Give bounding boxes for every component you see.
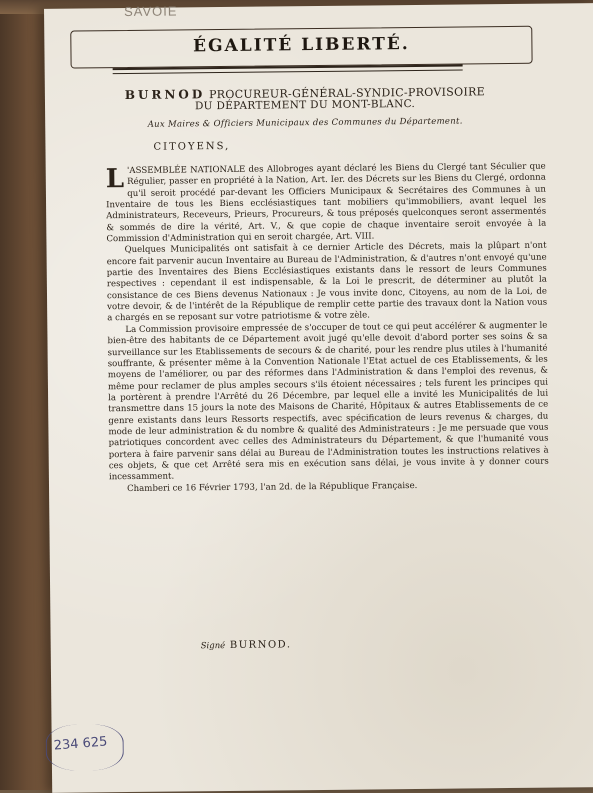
paragraph-2: Quelques Municipalités ont satisfait à ce dernier Article des Décrets, mais la plûpart n'ont encore fait parvenir aucun Inventaire au Bureau de l'Administration, & d'autres n'ont envoyé qu'une partie des Inventaires des Biens Ecclésiastiques existants dans le ressort de leurs Communes respectives : cependant il est indispensable, & la Loi le prescrit, de déterminer au plutôt la consistance de ces Biens devenus Nationaux : Je vous invite donc, Citoyens, au nom de la Loi, de votre devoir, & de l'intérêt de la République de remplir cette partie des travaux dont la Nation vous a chargés en se reposant sur votre patriotisme & votre zèle. — [106, 241, 548, 324]
date-line: Chamberi ce 16 Février 1793, l'an 2d. de la République Française. — [126, 480, 418, 494]
title-banner — [70, 26, 532, 69]
signature-name: BURNOD. — [229, 639, 292, 651]
author-name: BURNOD — [124, 87, 206, 103]
handwritten-catalog-number: 234 625 — [53, 734, 108, 754]
faded-stamp-text: SAVOIE — [123, 3, 178, 20]
drop-cap: L — [105, 164, 125, 195]
paragraph-1: L 'ASSEMBLÉE NATIONALE des Allobroges ayant déclaré les Biens du Clergé tant Séculier que Régulier, passer en propriété à la Nation, Art. Ier. des Décrets sur les Biens du Clergé, ordonna qu'il seroit procédé par-devant les Officiers Municipaux & Secrétaires des Communes à un Inventaire de tous les Biens ecclésiastiques tant mobiliers qu'immobiliers, avant lequel les Administrateurs, Receveurs, Prieurs, Procureurs, & tous préposés quelconques seront assermentés & sommés de dire la vérité, Art. V., & que copie de chaque inventaire seroit envoyée à la Commission d'Administration qui en seroit chargée, Art. VIII. — [105, 161, 547, 245]
document-body — [106, 162, 549, 496]
author-title: PROCUREUR-GÉNÉRAL-SYNDIC-PROVISOIRE — [208, 85, 486, 102]
salutation: CITOYENS, — [153, 140, 231, 153]
document-sheet — [44, 3, 593, 793]
department-heading: DU DÉPARTEMENT DU MONT-BLANC. — [194, 97, 416, 113]
banner-title: ÉGALITÉ LIBERTÉ. — [192, 34, 410, 57]
addressee-line: Aux Maires & Officiers Municipaux des Communes du Département. — [147, 116, 463, 130]
signature-line — [201, 639, 292, 651]
paragraph-3: La Commission provisoire empressée de s'occuper de tout ce qui peut accélérer & augmenter le bien-être des habitants de ce Département avoit jugé qu'elle devoit d'abord porter ses soins & sa surveillance sur les Etablissements de secours & de charité, pour les rendre plus utiles à l'humanité souffrante, & présenter même à la Convention Nationale l'Etat actuel de ces Etablissements, & les moyens de l'améliorer, ou par des réformes dans l'Administration & dans l'emploi des revenus, & même pour reclamer de plus amples secours s'ils étoient nécessaires ; tels furent les principes qui la portèrent à prendre l'Arrêté du 26 Décembre, par lequel elle a invité les Municipalités de lui transmettre dans 15 jours la note des Maisons de Charité, Hôpitaux & autres Etablissements de ce genre existants dans leurs Ressorts respectifs, avec spécification de leurs revenus & charges, du mode de leur administration & du nombre & qualité des Administrateurs : Je me persuade que vous patriotiques concordent avec celles des Administrateurs du Département, & que l'humanité vous portera à faire parvenir sans délai au Bureau de l'Administration toutes les instructions relatives à ces objets, & que cet Arrêté sera mis en exécution sans délai, je vous invite à y donner cours incessamment. — [107, 320, 549, 483]
signature-prefix: Signé — [200, 641, 226, 652]
